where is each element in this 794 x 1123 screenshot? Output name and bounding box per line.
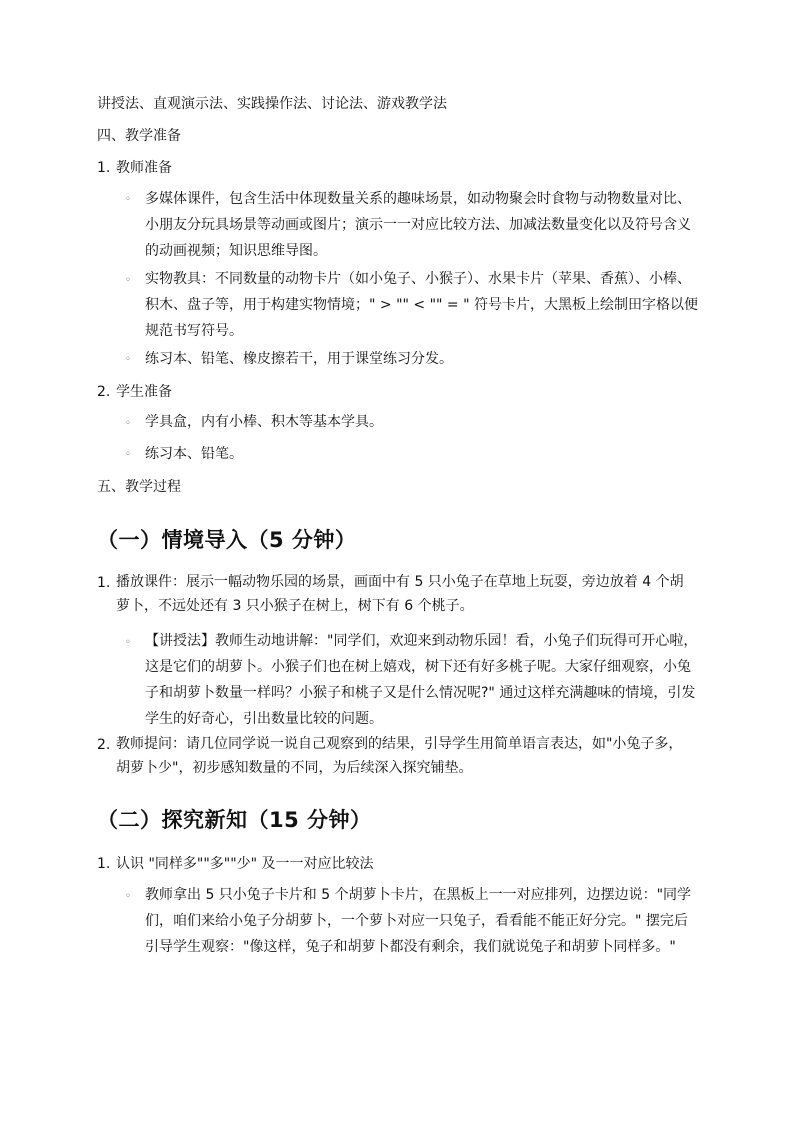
teacher-prep-label: 教师准备 [116, 160, 172, 176]
bullet-icon: ◦ [125, 354, 131, 365]
step-detail: 【讲授法】教师生动地讲解："同学们，欢迎来到动物乐园！看，小兔子们玩得可开心啦，这是它们的胡萝卜。小猴子们也在树上嬉戏，树下还有好多桃子呢。大家仔细观察，小兔子和胡萝卜数量一样吗？小猴子和桃子又是什么情况呢?" 通过这样充满趣味的情境，引发学生的好奇心，引出数量比较的问题。 [145, 633, 698, 727]
list-number: 2. [97, 737, 111, 753]
step-text: 播放课件：展示一幅动物乐园的场景，画面中有 5 只小兔子在草地上玩耍，旁边放着 4 个胡萝卜，不远处还有 3 只小猴子在树上，树下有 6 个桃子。 [116, 574, 684, 614]
bullet-icon: ◦ [125, 637, 131, 648]
bullet-icon: ◦ [125, 275, 131, 286]
section-heading-process: 五、教学过程 [97, 479, 181, 495]
teaching-methods-line: 讲授法、直观演示法、实践操作法、讨论法、游戏教学法 [97, 96, 447, 112]
list-item: 多媒体课件，包含生活中体现数量关系的趣味场景，如动物聚会时食物与动物数量对比、小朋友分玩具场景等动画或图片；演示一一对应比较方法、加减法数量变化以及符号含义的动画视频；知识思维导图。 [145, 191, 691, 259]
part1-heading: （一）情境导入（5 分钟） [97, 528, 357, 552]
bullet-icon: ◦ [125, 194, 131, 205]
list-number: 1. [97, 856, 111, 872]
step-text: 认识 "同样多""多""少" 及一一对应比较法 [116, 856, 374, 872]
student-prep-label: 学生准备 [116, 384, 172, 400]
bullet-icon: ◦ [125, 449, 131, 460]
list-number: 1. [97, 575, 111, 591]
bullet-icon: ◦ [125, 891, 131, 902]
step-detail: 教师拿出 5 只小兔子卡片和 5 个胡萝卜卡片，在黑板上一一对应排列，边摆边说："同学们，咱们来给小兔子分胡萝卜，一个萝卜对应一只兔子，看看能不能正好分完。" 摆完后引导学生观察："像这样，兔子和胡萝卜都没有剩余，我们就说兔子和胡萝卜同样多。" [145, 887, 692, 955]
list-item: 学具盒，内有小棒、积木等基本学具。 [145, 414, 383, 430]
bullet-icon: ◦ [125, 418, 131, 429]
list-item: 练习本、铅笔。 [145, 446, 243, 462]
list-number: 2. [97, 384, 111, 400]
part2-heading: （二）探究新知（15 分钟） [97, 808, 372, 832]
list-item: 实物教具：不同数量的动物卡片（如小兔子、小猴子）、水果卡片（苹果、香蕉）、小棒、积木、盘子等，用于构建实物情境；" > "" < "" = " 符号卡片，大黑板上绘制田字格以便规范书写符号。 [145, 271, 698, 339]
list-number: 1. [97, 160, 111, 176]
step-text: 教师提问：请几位同学说一说自己观察到的结果，引导学生用简单语言表达，如"小兔子多，胡萝卜少"，初步感知数量的不同，为后续深入探究铺垫。 [116, 736, 683, 776]
section-heading-preparation: 四、教学准备 [97, 128, 181, 144]
list-item: 练习本、铅笔、橡皮擦若干，用于课堂练习分发。 [145, 351, 453, 367]
